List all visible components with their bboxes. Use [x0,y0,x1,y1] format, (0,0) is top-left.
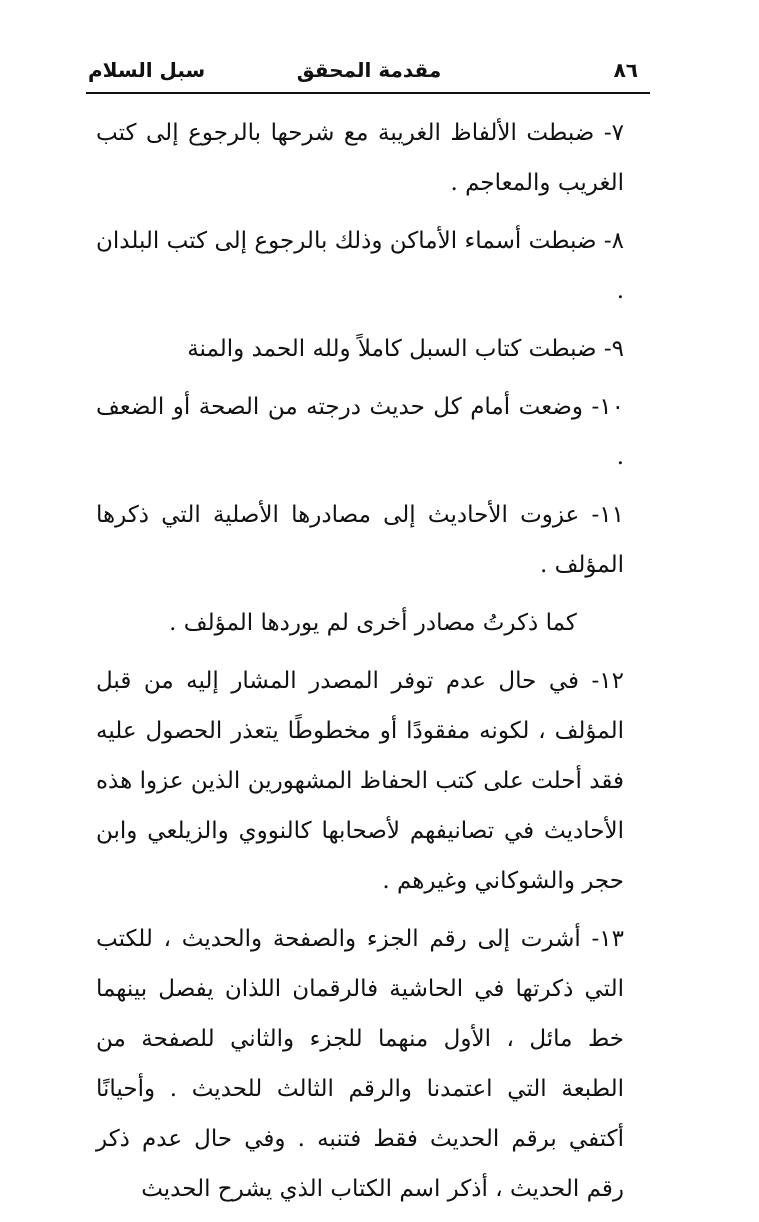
paragraph-7: ٧- ضبطت الألفاظ الغريبة مع شرحها بالرجوع إلى كتب الغريب والمعاجم . [96,120,624,196]
paragraph-13: ١٣- أشرت إلى رقم الجزء والصفحة والحديث ، للكتب التي ذكرتها في الحاشية فالرقمان اللذان يفصل بينهما خط مائل ، الأول منهما للجزء والثاني للصفحة من الطبعة التي اعتمدنا والرقم الثالث للحديث . وأحيانًا أكتفي برقم الحديث فقط فتنبه . وفي حال عدم ذكر رقم الحديث ، أذكر اسم الكتاب الذي يشرح الحديث [96,926,624,1202]
book-title: سبل السلام [88,58,206,82]
section-title: مقدمة المحقق [296,58,442,82]
running-header [88,58,650,88]
paragraph-11: ١١- عزوت الأحاديث إلى مصادرها الأصلية التي ذكرها المؤلف . [96,502,624,578]
paragraph-12: ١٢- في حال عدم توفر المصدر المشار إليه من قبل المؤلف ، لكونه مفقودًا أو مخطوطًا يتعذر الحصول عليه فقد أحلت على كتب الحفاظ المشهورين الذين عزوا هذه الأحاديث في تصانيفهم لأصحابها كالنووي والزيلعي وابن حجر والشوكاني وغيرهم . [96,668,624,894]
paragraph-10: ١٠- وضعت أمام كل حديث درجته من الصحة أو الضعف . [96,394,624,470]
paragraph-note: كما ذكرتُ مصادر أخرى لم يوردها المؤلف . [169,610,577,636]
paragraph-9: ٩- ضبطت كتاب السبل كاملاً ولله الحمد والمنة [187,336,624,362]
header-rule [86,92,650,94]
page-body [96,108,650,1222]
page-number: ٨٦ [613,58,638,82]
paragraph-8: ٨- ضبطت أسماء الأماكن وذلك بالرجوع إلى كتب البلدان . [96,228,624,304]
